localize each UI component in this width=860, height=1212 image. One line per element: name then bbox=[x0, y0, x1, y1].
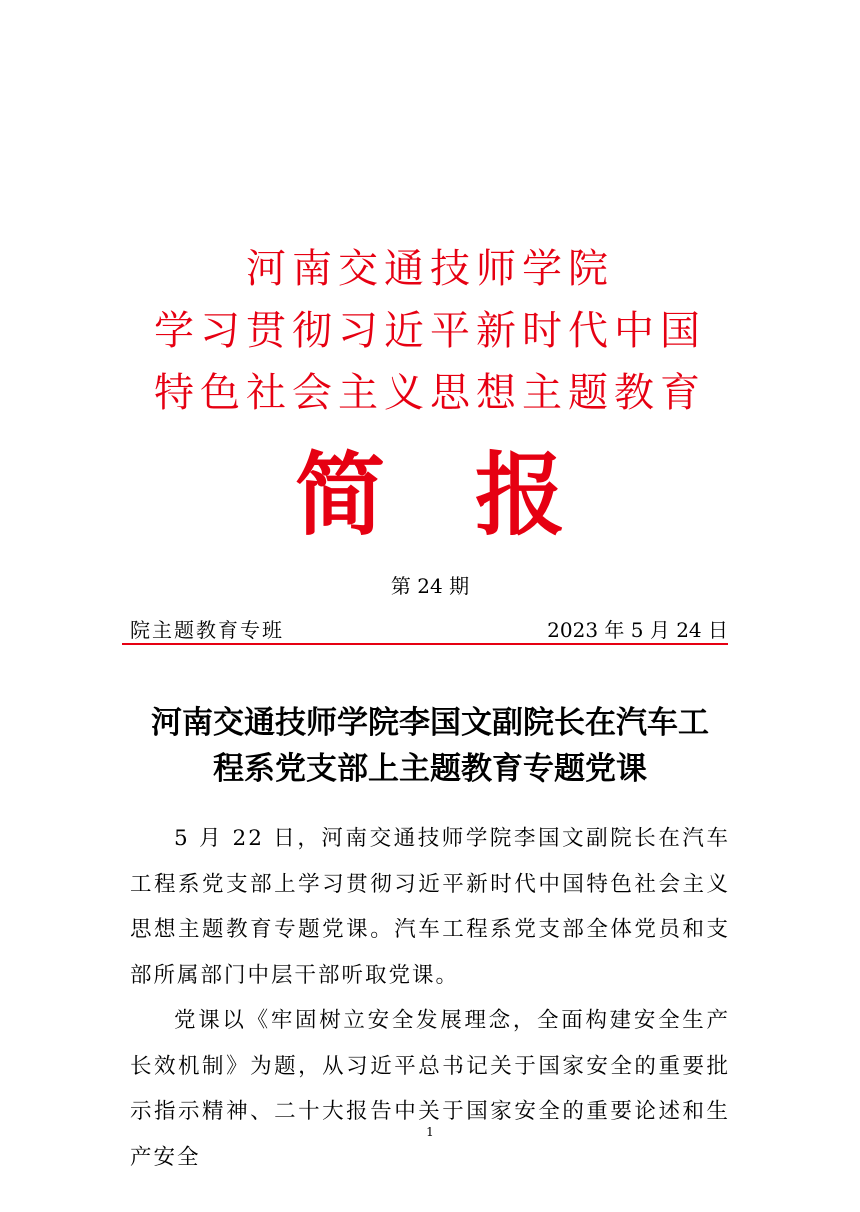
article-title bbox=[100, 700, 760, 792]
issuer: 院主题教育专班 bbox=[130, 618, 284, 642]
page-number: 1 bbox=[426, 1125, 434, 1139]
body-paragraph: 党课以《牢固树立安全发展理念，全面构建安全生产长效机制》为题，从习近平总书记关于国家安全的重要批示指示精神、二十大报告中关于国家安全的重要论述和生产安全 bbox=[130, 1008, 730, 1170]
masthead-line-institution: 河南交通技师学院 bbox=[246, 246, 614, 292]
header-divider bbox=[122, 643, 728, 645]
body-paragraph: 5 月 22 日，河南交通技师学院李国文副院长在汽车工程系党支部上学习贯彻习近平新时代中国特色社会主义思想主题教育专题党课。汽车工程系党支部全体党员和支部所属部门中层干部听取党课。 bbox=[130, 826, 730, 988]
issue-number: 第 24 期 bbox=[390, 574, 470, 598]
masthead bbox=[0, 238, 860, 424]
bulletin-title bbox=[0, 440, 860, 550]
article-title-line-2: 程系党支部上主题教育专题党课 bbox=[213, 751, 647, 787]
masthead-line-theme-2: 特色社会主义思想主题教育 bbox=[154, 370, 706, 416]
bulletin-title-char-1: 简 bbox=[295, 442, 385, 548]
article-title-line-1: 河南交通技师学院李国文副院长在汽车工 bbox=[151, 705, 709, 741]
masthead-line-theme-1: 学习贯彻习近平新时代中国 bbox=[154, 308, 706, 354]
issuer-date-row bbox=[130, 616, 728, 646]
bulletin-title-char-2: 报 bbox=[475, 442, 565, 548]
issue-date: 2023 年 5 月 24 日 bbox=[547, 618, 728, 642]
